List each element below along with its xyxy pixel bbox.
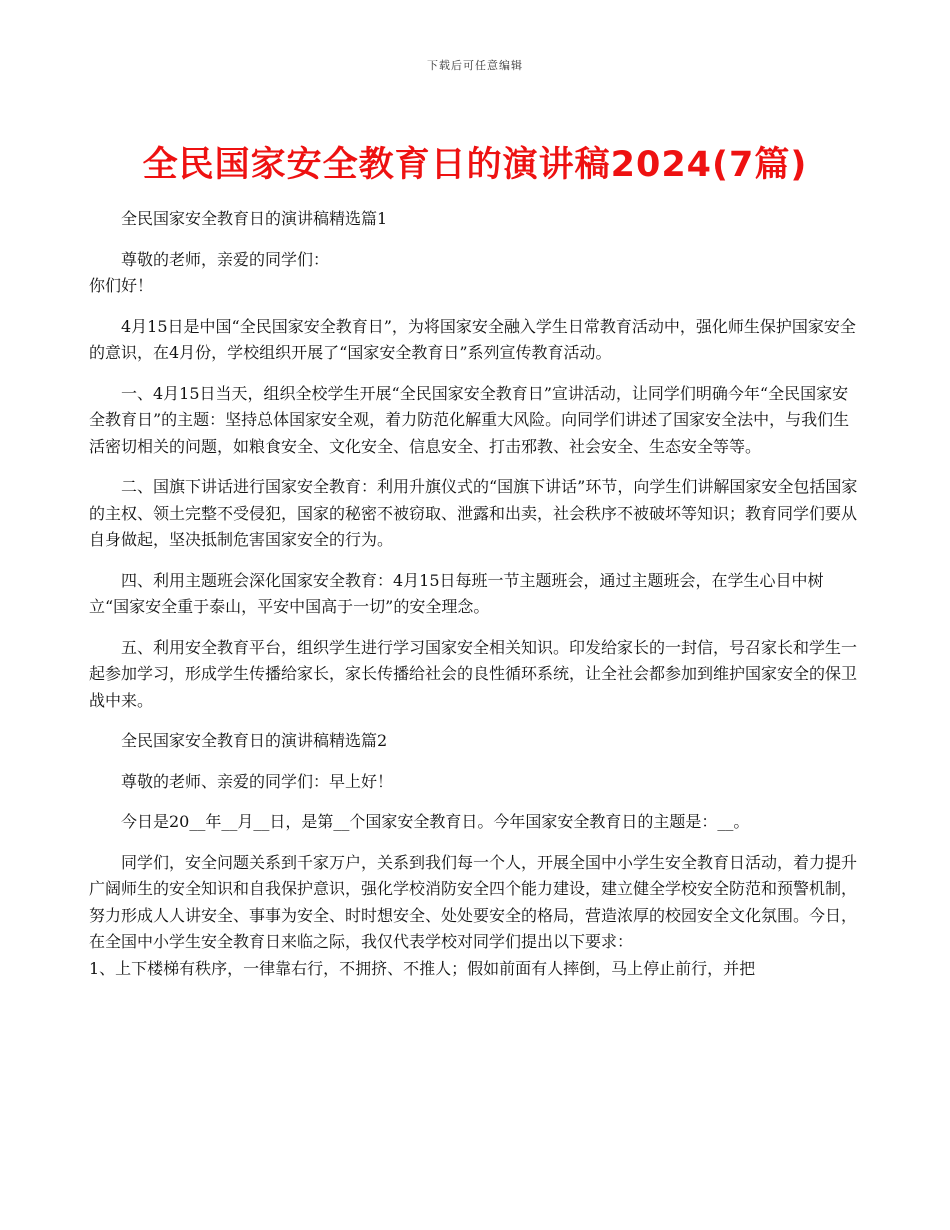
paragraph: 同学们，安全问题关系到千家万户，关系到我们每一个人，开展全国中小学生安全教育日活动，着力提升广阔师生的安全知识和自我保护意识，强化学校消防安全四个能力建设，建立健全学校安全防范和预警机制，努力形成人人讲安全、事事为安全、时时想安全、处处要安全的格局，营造浓厚的校园安全文化氛围。今日，在全国中小学生安全教育日来临之际，我仅代表学校对同学们提出以下要求： (89, 852, 858, 951)
paragraph: 尊敬的老师，亲爱的同学们： (121, 249, 330, 269)
document-title: 全民国家安全教育日的演讲稿2024(7篇) (142, 145, 808, 185)
paragraph: 4月15日是中国“全民国家安全教育日”，为将国家安全融入学生日常教育活动中，强化师生保护国家安全的意识，在4月份，学校组织开展了“国家安全教育日”系列宣传教育活动。 (89, 316, 856, 362)
paragraph: 二、国旗下讲话进行国家安全教育：利用升旗仪式的“国旗下讲话”环节，向学生们讲解国家安全包括国家的主权、领土完整不受侵犯，国家的秘密不被窃取、泄露和出卖，社会秩序不被破坏等知识；教育同学们要从自身做起，坚决抵制危害国家安全的行为。 (89, 477, 858, 549)
paragraph: 全民国家安全教育日的演讲稿精选篇2 (121, 731, 388, 750)
paragraph: 你们好！ (89, 276, 154, 295)
paragraph: 全民国家安全教育日的演讲稿精选篇1 (121, 209, 388, 228)
paragraph: 尊敬的老师、亲爱的同学们：早上好！ (121, 771, 394, 791)
paragraph: 今日是20__年__月__日，是第__个国家安全教育日。今年国家安全教育日的主题是：__。 (121, 812, 750, 831)
header-note: 下载后可任意编辑 (427, 59, 523, 72)
paragraph: 1、上下楼梯有秩序，一律靠右行，不拥挤、不推人；假如前面有人摔倒，马上停止前行，并把 (89, 958, 756, 978)
paragraph: 一、4月15日当天，组织全校学生开展“全民国家安全教育日”宣讲活动，让同学们明确今年“全民国家安全教育日”的主题：坚持总体国家安全观，着力防范化解重大风险。向同学们讲述了国家安全法中，与我们生活密切相关的问题，如粮食安全、文化安全、信息安全、打击邪教、社会安全、生态安全等等。 (89, 383, 850, 456)
paragraph: 四、利用主题班会深化国家安全教育：4月15日每班一节主题班会，通过主题班会，在学生心目中树立“国家安全重于泰山，平安中国高于一切”的安全理念。 (89, 570, 824, 616)
paragraph: 五、利用安全教育平台，组织学生进行学习国家安全相关知识。印发给家长的一封信，号召家长和学生一起参加学习，形成学生传播给家长，家长传播给社会的良性循环系统，让全社会都参加到维护国家安全的保卫战中来。 (89, 637, 858, 710)
document-body (89, 206, 861, 982)
